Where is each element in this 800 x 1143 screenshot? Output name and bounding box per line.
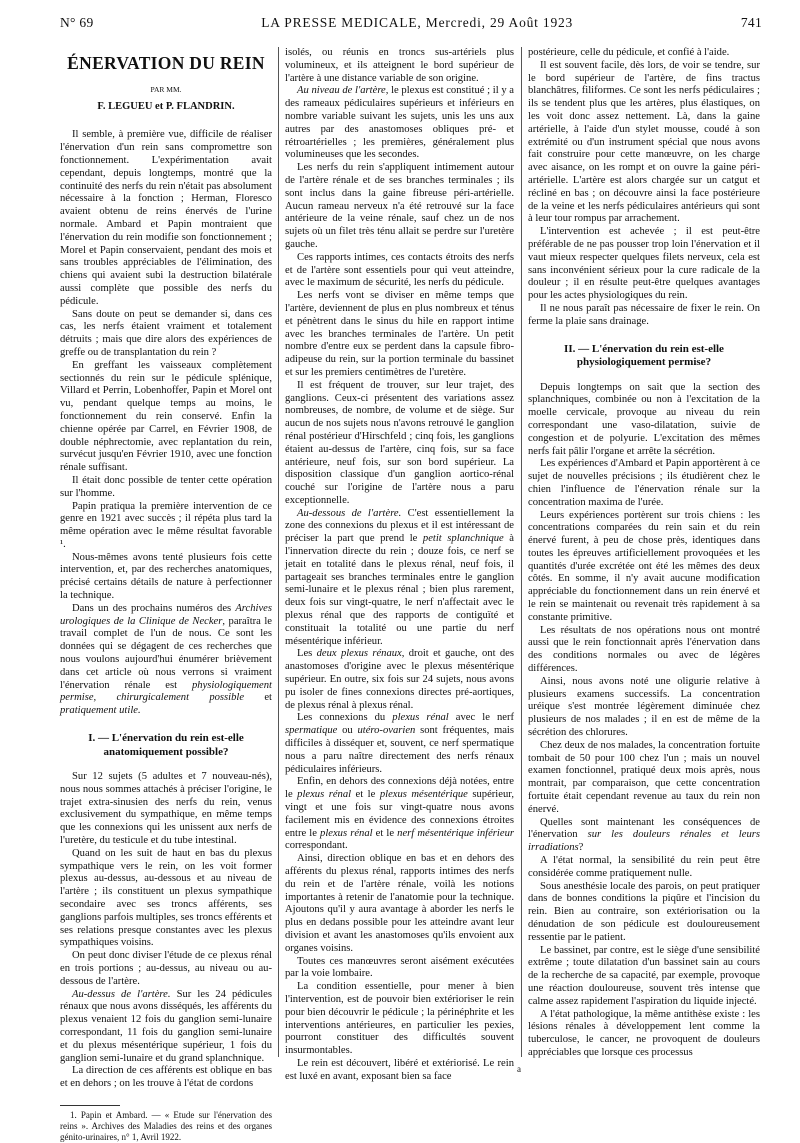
paragraph: Il était donc possible de tenter cette opération sur l'homme.	[60, 474, 272, 499]
paragraph: Toutes ces manœuvres seront aisément exécutées par la voie lombaire.	[285, 955, 514, 980]
text-run: Dans un des prochains numéros des	[72, 602, 236, 614]
column-rule-1	[278, 47, 279, 1057]
text-run: supérieur, vingt et une fois sur vingt-quatre nous avons facilement mis en évidence des connexions étroites entre le	[285, 789, 515, 839]
text-run: Les connexions du	[297, 712, 393, 724]
paragraph: A l'état normal, la sensibilité du rein peut être considérée comme pratiquement nulle.	[528, 855, 760, 879]
page-number: 741	[740, 15, 762, 30]
paragraph: Ainsi, nous avons noté une oligurie relative à plusieurs examens successifs. La concentration uréique s'est montrée légèrement diminuée chez plusieurs de nos malades ; il en est de même de la sécrétion des chlorures.	[528, 675, 760, 739]
paragraph: Il est fréquent de trouver, sur leur trajet, des ganglions. Ceux-ci présentent des variations assez nombreuses, de nombre, de volume et de siège. Sur aucun de nos sujets nous n'avons retrouvé le ganglion rénal postérieur d'Hirschfeld ; cinq fois, les ganglions étaient au-dessus de l'artère, cinq fois, sur sa face antérieure, neuf fois, sur son bord supérieur. La disposition classique d'un ganglion aortico-rénal couché sur l'origine de l'artère nous a paru exceptionnelle.	[285, 379, 514, 506]
italic-run: pratiquement utile.	[60, 705, 141, 717]
column-3	[528, 47, 760, 1067]
footnote-rule	[60, 1105, 120, 1106]
byline-prefix: PAR MM.	[150, 84, 182, 94]
text-run: correspondant.	[285, 840, 348, 852]
paragraph: Le rein est découvert, libéré et extériorisé. Le rein est luxé en avant, exposant bien sa face	[285, 1057, 514, 1082]
italic-run: petit splanchnique	[422, 533, 504, 545]
paragraph: Il semble, à première vue, difficile de réaliser l'énervation d'un rein sans compromettre son fonctionnement. L'expérimentation avait cependant, depuis longtemps, montré que la continuité des nerfs du rein n'était pas absolument nécessaire à la fonction ; Herman, Floresco avaient obtenu de reins énervés de l'urine normale. Ambard et Papin montraient que l'énervation du rein modifie son fonctionnement ; Morel et Papin conservaient, pendant des mois et sans troubles appréciables de l'élimination, des chiens qui avaient subi la destruction bilatérale aussi complète que possible des nerfs du pédicule.	[60, 129, 272, 307]
paragraph: Depuis longtemps on sait que la section des splanchniques, combinée ou non à l'excitation de la moelle cervicale, provoque au niveau du rein correspondant une vaso-dilatation, suivie de congestion et de polyurie. L'excitation des mêmes nerfs fait pâlir l'organe et arrête la sécrétion.	[528, 381, 760, 457]
paragraph	[528, 817, 760, 855]
signature-mark: a	[517, 1064, 521, 1074]
text-run: ?	[578, 842, 584, 854]
paragraph: Il est souvent facile, dès lors, de voir se tendre, sur le bord supérieur de l'artère, de fins tractus blanchâtres, filiformes. Ce sont les nerfs pédiculaires ; ils se tendent plus que les artères, plus élastiques, on les voit donc assez nettement. Là, dans la gaine artérielle, à l'aide d'un stylet mousse, coudé à son extrémité ou d'un instrument spécial que nous avons fait construire pour cette manœuvre, on les charge avec aisance, on les rompt et on ouvre la gaine péri-artérielle. L'artère est alors chargée sur un catgut et récliné en bas ; on découvre ainsi la face postérieure de la veine et les nerfs pédiculaires antérieurs qui sont à leur tour rompus par arrachement.	[528, 59, 760, 225]
paragraph: postérieure, celle du pédicule, et confié à l'aide.	[528, 47, 730, 58]
paragraph: Leurs expériences portèrent sur trois chiens : les concentrations comparées du rein sain et du rein énervé furent, à peu de chose près, identiques dans toutes les épreuves artificiellement provoquées et les quantités d'urée excrétée ont été les mêmes des deux côtés. En somme, il n'y avait aucune modification appréciable du fonctionnement dans un rein énervé et le rein se maintenait ou revenait très rapidement à sa constante primitive.	[528, 509, 760, 623]
paragraph: En greffant les vaisseaux complètement sectionnés du rein sur le pédicule splénique, Villard et Perrin, Lobenhoffer, Papin et Morel ont vu, pendant quelque temps au moins, le fonctionnement du rein conservé. Enfin la chienne opérée par Carrel, en Février 1908, de double néphrectomie, avec replantation du rein, survécut jusqu'en Février 1910, avec une fonction rénale suffisant.	[60, 359, 272, 474]
section-heading-1: I. — L'énervation du rein est-elle anatomiquement possible?	[88, 732, 244, 758]
paragraph: L'intervention est achevée ; il est peut-être préférable de ne pas pousser trop loin l'énervation et il vaut mieux respecter quelques filets nerveux, cela est sans inconvénient sérieux pour la cure radicale de la douleur ; il en résulte peut-être quelques avantages pour les actes physiologiques du rein.	[528, 226, 760, 302]
paragraph: Les nerfs du rein s'appliquent intimement autour de l'artère rénale et de ses branches terminales ; ils sont inclus dans la gaine fibreuse péri-artérielle. Aucun rameau nerveux n'a été retrouvé sur la face antérieure de la veine rénale, sauf chez un de nos sujets où un filet très ténu allait se perdre sur l'uretère gauche.	[285, 162, 514, 250]
text-run: Sur les 24 pédicules rénaux que nous avons disséqués, les afférents du plexus venaient 12 fois du ganglion semi-lunaire correspondant, 11 fois du ganglion semi-lunaire et du plexus mésentérique supérieur, 1 fois du ganglion semi-lunaire et du grand splanchnique.	[60, 988, 272, 1064]
article-authors: F. LEGUEU et P. FLANDRIN.	[97, 100, 235, 112]
section-heading-2: II. — L'énervation du rein est-elle physiologiquement permise?	[564, 342, 724, 369]
paragraph: Ainsi, direction oblique en bas et en dehors des afférents du plexus rénal, rapports intimes des nerfs du rein et de l'artère rénale, voilà les notions importantes à retenir de l'anatomie pour la technique. Ajoutons qu'il y aura avantage à aborder les nerfs le plus en dedans possible pour les atteindre avant leur division et avant les anastomoses qu'ils envoient aux organes voisins.	[285, 853, 514, 954]
paragraph	[285, 648, 514, 712]
paragraph	[285, 85, 514, 162]
italic-run: Au-dessous de l'artère.	[297, 507, 402, 519]
paragraph: isolés, ou réunis en troncs sus-artériels plus volumineux, et ils atteignent le bord supérieur de l'artère à une distance variable de son origine.	[285, 47, 514, 84]
text-run: Enfin, en dehors des connexions déjà notées, entre le	[285, 776, 514, 801]
paragraph: Quand on les suit de haut en bas du plexus sympathique vers le rein, on les voit former plexus au-dessus, au-dessous et au niveau de l'artère ; ils constituent un plexus sympathique secondaire avec ses troncs afférents, ses ganglions parfois multiples, ses troncs efférents et ses relations presque constantes avec les plexus sympathiques voisins.	[60, 847, 272, 949]
journal-title: LA PRESSE MEDICALE, Mercredi, 29 Août 1923	[261, 15, 574, 30]
text-run: à l'innervation directe du rein ; douze fois, ce nerf se jetait en totalité dans le plexus rénal, neuf fois, il partageait ses branches terminales entre le ganglion semi-lunaire et le plexus rénal ; bien plus rarement, deux fois sur vingt-quatre, le nerf n'affectait avec le plexus rénal que des rapports de contiguïté et constituait la totalité ou une partie du nerf mésentérique inférieur.	[285, 533, 515, 647]
italic-run: plexus rénal	[392, 712, 449, 724]
paragraph: Ces rapports intimes, ces contacts étroits des nerfs et de l'artère sont essentiels pour qui veut atteindre, avec le maximum de sécurité, les nerfs du pédicule.	[285, 251, 514, 289]
text-run: et le	[351, 789, 380, 801]
column-1	[60, 47, 273, 1142]
paragraph: Le bassinet, par contre, est le siège d'une sensibilité extrême ; toute dilatation d'un bassinet sain au cours de la recherche de sa capacité, par exemple, provoque une réaction douloureuse, souvent très intense que calme assez rapidement l'aspiration du liquide injecté.	[528, 944, 760, 1007]
italic-run: plexus rénal	[320, 827, 373, 839]
italic-run: Au niveau de l'artère,	[297, 85, 389, 97]
article-title: ÉNERVATION DU REIN	[67, 53, 265, 73]
italic-run: nerf mésentérique inférieur	[397, 827, 514, 839]
column-2	[285, 47, 515, 1082]
issue-number: N° 69	[60, 15, 94, 30]
italic-run: plexus rénal	[297, 789, 352, 801]
paragraph: Les résultats de nos opérations nous ont montré aussi que le rein fonctionnait après l'énervation dans des conditions normales ou avec de légères différences.	[528, 624, 760, 675]
italic-run: utéro-ovarien	[357, 725, 416, 737]
text-run: et le	[372, 827, 398, 839]
italic-run: plexus mésentérique	[379, 789, 468, 801]
footnote: 1. Papin et Ambard. — « Etude sur l'énervation des reins ». Archives des Maladies des reins et des organes génito-urinaires, n° 1, Avril 1922.	[60, 1109, 272, 1142]
text-run: avec le nerf	[448, 712, 514, 724]
paragraph: Papin pratiqua la première intervention de ce genre en 1921 avec succès ; il répéta plus tard la même opération avec le même résultat favorable ¹.	[60, 500, 272, 550]
paragraph: On peut donc diviser l'étude de ce plexus rénal en trois portions ; au-dessus, au niveau ou au-dessous de l'artère.	[60, 950, 272, 987]
text-run: le plexus est constitué ; il y a des rameaux pédiculaires supérieurs et inférieurs en nombre variable suivant les sujets, unis les uns aux autres par des anastomoses obliques pré- et rétroartérielles ; les premières, généralement plus volumineuses que les secondes.	[285, 85, 514, 161]
paragraph: Sur 12 sujets (5 adultes et 7 nouveau-nés), nous nous sommes attachés à préciser l'origine, le trajet extra-sinusien des nerfs du rein, venus exclusivement du sympathique, en même temps que les connexions qui les unissent aux nerfs de l'uretère, du testicule et du tube intestinal.	[60, 771, 272, 847]
paragraph	[285, 712, 514, 776]
text-run: ou	[337, 725, 358, 737]
page-header	[60, 15, 762, 37]
paragraph: Chez deux de nos malades, la concentration fortuite tombait de 50 pour 100 chez l'un ; mais un nouvel examen fonctionnel, pratiqué deux mois après, nous montrait, par comparaison, que cette concentration fortuite était cependant revenue au taux du rein non énervé.	[528, 739, 760, 815]
paragraph: La condition essentielle, pour mener à bien l'intervention, est de pouvoir bien extérioriser le rein pour bien découvrir le pédicule ; la périnéphrite et les interventions antérieures, en particulier les pexies, pourront constituer des difficultés souvent insurmontables.	[285, 981, 514, 1057]
paragraph	[285, 776, 514, 853]
paragraph: Les nerfs vont se diviser en même temps que l'artère, deviennent de plus en plus nombreux et ténus et pénètrent dans le sinus du hile en rapport intime avec les branches terminales de l'artère. Un petit nombre d'entre eux se perdent dans la capsule fibro-adipeuse du rein, sur la portion terminale du bassinet et sur les premiers centimètres de l'uretère.	[285, 290, 514, 378]
column-rule-2	[521, 47, 522, 1057]
text-run: , paraîtra le travail complet de l'un de nous. Ce sont les données qui se dégagent de ces recherches que nous voulons aujourd'hui énumérer brièvement dans cet article où nous verrons si vraiment l'énervation rénale est	[60, 615, 273, 691]
text-run: Les	[297, 648, 317, 660]
paragraph: La direction de ces afférents est oblique en bas et en dehors ; on les trouve à l'état de cordons	[60, 1065, 272, 1090]
paragraph	[60, 603, 272, 718]
text-run: C'est essentiellement la zone des connexions du plexus et il est intéressant de préciser la part que prend le	[285, 507, 515, 545]
italic-run: deux plexus rénaux	[316, 648, 402, 660]
paragraph: Nous-mêmes avons tenté plusieurs fois cette intervention, et, par des recherches anatomiques, précisé certains détails de nature à perfectionner la technique.	[60, 551, 272, 602]
italic-run: Au-dessus de l'artère.	[72, 988, 171, 1000]
paragraph: Sans doute on peut se demander si, dans ces cas, les nerfs étaient vraiment et totalement détruits ; mais que dire alors des expériences de greffe ou de transplantation du rein ?	[60, 308, 272, 358]
text-run: , droit et gauche, ont des anastomoses d'origine avec le plexus mésentérique supérieur. En outre, six fois sur 24 sujets, nous avons pu isoler de fines connexions directes pré-aortiques, de plexus rénal à plexus rénal.	[285, 648, 514, 711]
italic-run: sur les douleurs rénales et leurs irradiations	[528, 829, 760, 854]
text-run: Quelles sont maintenant les conséquences de l'énervation	[528, 816, 760, 841]
paragraph: A l'état pathologique, la même antithèse existe : les lésions rénales à développement lent comme la tuberculose, le cancer, ne provoquent de douleurs appréciables que lorsque ces processus	[528, 1008, 760, 1058]
paragraph: Sous anesthésie locale des parois, on peut pratiquer dans de bonnes conditions la piqûre et l'incision du rein. Bien au contraire, son extériorisation ou la dénudation de son pédicule est douloureusement ressentie par le patient.	[528, 880, 760, 943]
italic-run: spermatique	[285, 725, 338, 737]
italic-run: Archives urologiques de la Clinique de Necker	[60, 602, 272, 627]
paragraph: Il ne nous paraît pas nécessaire de fixer le rein. On ferme la plaie sans drainage.	[528, 302, 760, 327]
paragraph	[60, 989, 272, 1066]
text-run: et	[244, 692, 272, 704]
paragraph: Les expériences d'Ambard et Papin apportèrent à ce sujet de nouvelles précisions ; ils étudièrent chez le chien l'influence de l'énervation rénale sur la concentration maxima de l'urée.	[528, 458, 760, 508]
paragraph	[285, 508, 514, 649]
text-run: sont fréquentes, mais difficiles à disséquer et, souvent, ce nerf spermatique nous a paru naître directement des nerfs rénaux pédiculaires inférieurs.	[285, 725, 514, 775]
italic-run: physiologiquement permise, chirurgicalement possible	[60, 679, 272, 704]
